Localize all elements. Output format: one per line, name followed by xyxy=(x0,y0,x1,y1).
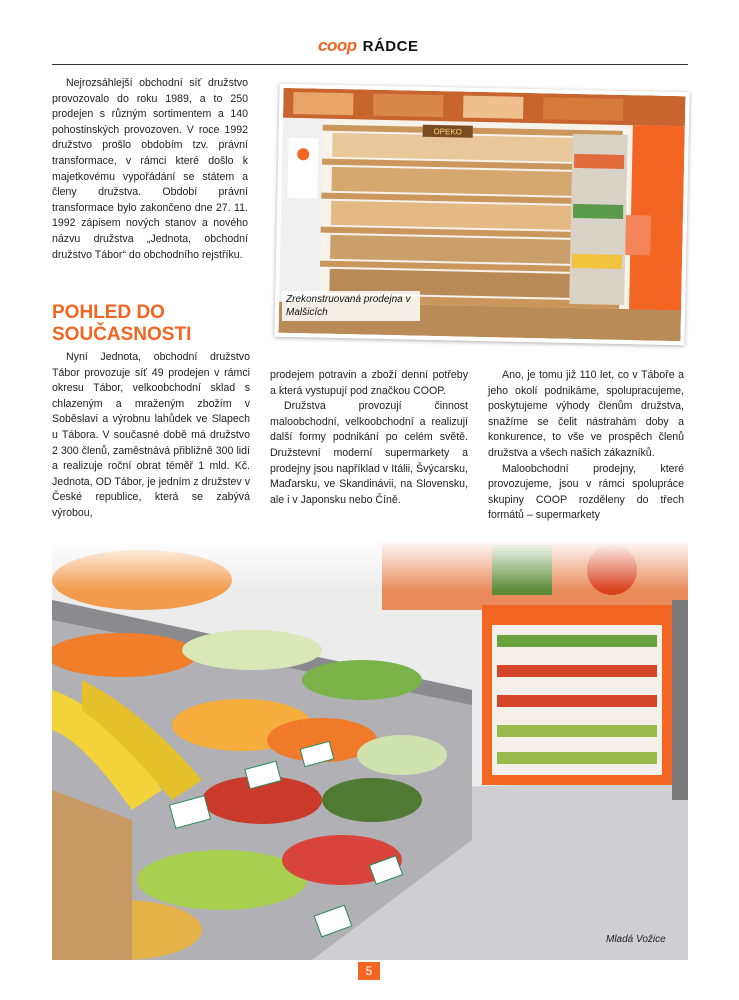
produce-illustration xyxy=(52,540,688,960)
column-3 xyxy=(488,368,684,524)
column-3-paragraph-1: Ano, je tomu již 110 let, co v Táboře a jeho okolí podnikáme, spolupracujeme, poskytujeme výhody členům družstva, snažíme se čelit nástrahám doby a konkurence, to vše ve prospěch členů družstva a všech našich zákazníků. xyxy=(488,369,684,459)
store-photo-mlada-vozice xyxy=(52,540,688,960)
intro-paragraph-block xyxy=(52,76,248,263)
section-heading: POHLED DO SOUČASNOSTI xyxy=(52,302,192,345)
page-header xyxy=(0,0,739,66)
intro-paragraph: Nejrozsáhlejší obchodní síť družstvo provozovalo do roku 1989, a to 250 prodejen s různým sortimentem a 140 pohostinských provozoven. V roce 1992 družstvo prošlo obdobím tzv. právní transformace, v rámci které došlo k majetkovému vypořádání se státem a členy družstva. Období právní transformace bylo zakončeno dne 27. 11. 1992 zápisem nových stanov a nového názvu družstva „Jednota, obchodní družstvo Tábor“ do obchodního rejstříku. xyxy=(52,77,248,261)
opeko-sign: OPEKO xyxy=(433,126,463,137)
page-number: 5 xyxy=(358,962,380,980)
column-2 xyxy=(270,368,468,508)
brand xyxy=(318,36,418,56)
column-1-paragraph: Nyní Jednota, obchodní družstvo Tábor provozuje síť 49 prodejen v rámci okresu Tábor, velkoobchodní sklad s chlazeným a mraženým zbožím v Soběslavi a výrobnu lahůdek ve Slapech u Tábora. V současné době má družstvo 2 300 členů, zaměstnává přibližně 300 lidí a realizuje roční obrat téměř 1 mld. Kč. Jednota, OD Tábor, je jedním z družstev v České republice, která se zabývá výrobou, xyxy=(52,351,250,519)
coop-logo: coop xyxy=(318,36,357,55)
top-photo-caption: Zrekonstruovaná prodejna v Malšicích xyxy=(282,291,420,321)
column-2-paragraph-1: prodejem potravin a zboží denní potřeby a která vystupují pod značkou COOP. xyxy=(270,369,468,397)
header-divider xyxy=(52,64,688,65)
magazine-title: RÁDCE xyxy=(362,37,419,55)
column-3-paragraph-2: Maloobchodní prodejny, které provozujeme, jsou v rámci spolupráce skupiny COOP rozděleny do třech formátů – supermarkety xyxy=(488,462,684,522)
bottom-photo-caption: Mladá Vožice xyxy=(606,934,666,945)
column-2-paragraph-2: Družstva provozují činnost maloobchodní, velkoobchodní a realizují další formy podnikání po celém světě. Družstevní moderní supermarkety a prodejny jsou například v Itálii, Švýcarsku, Maďarsku, ve Skandinávii, na Slovensku, ale i v Japonsku nebo Číně. xyxy=(270,400,468,506)
column-1 xyxy=(52,350,250,522)
